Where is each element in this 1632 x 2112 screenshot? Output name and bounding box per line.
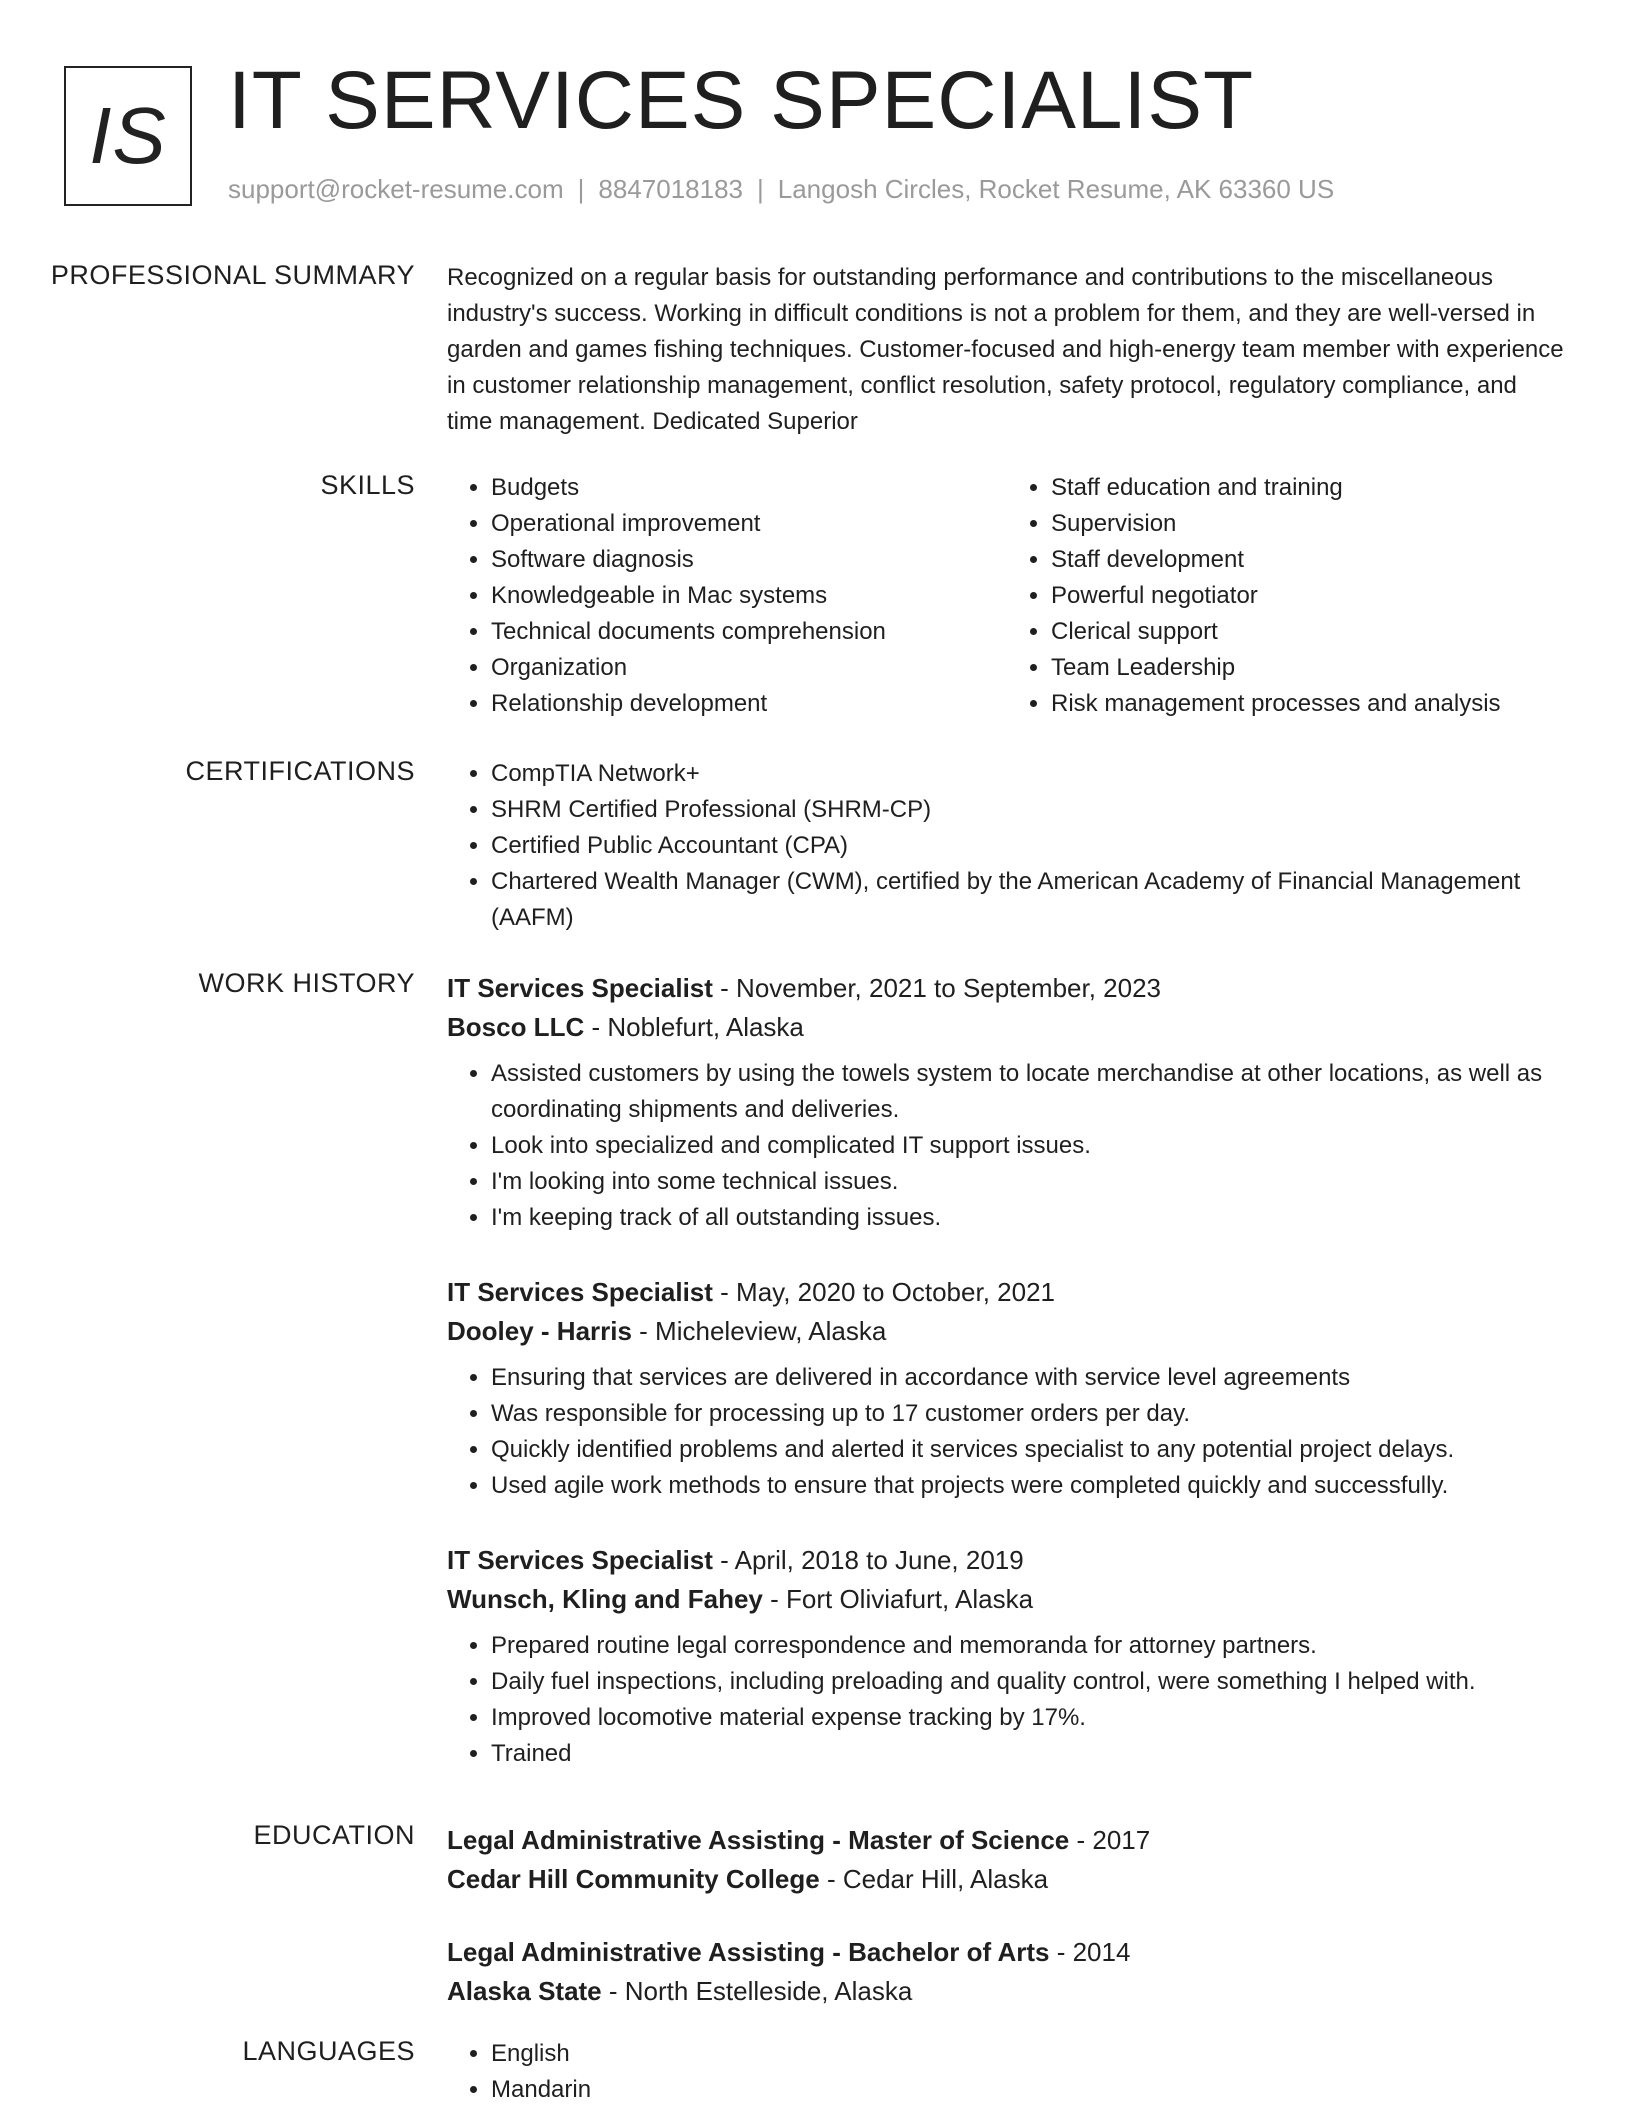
job-bullet: • Prepared routine legal correspondence and memoranda for attorney partners. — [491, 1628, 1567, 1664]
certification-item: • Chartered Wealth Manager (CWM), certified by the American Academy of Financial Management (AAFM) — [491, 864, 1567, 936]
contact-separator: | — [757, 174, 764, 204]
job-bullet: • Ensuring that services are delivered in accordance with service level agreements — [491, 1360, 1567, 1396]
job-company: Bosco LLC — [447, 1012, 585, 1042]
job-bullet: • I'm keeping track of all outstanding issues. — [491, 1200, 1567, 1236]
education-heading — [447, 1932, 1567, 1972]
skill-item: • Clerical support — [1051, 614, 1567, 650]
skill-item: • Powerful negotiator — [1051, 578, 1567, 614]
monogram-box — [64, 66, 192, 206]
job-entry — [447, 1540, 1567, 1772]
job-title: IT Services Specialist — [447, 973, 713, 1003]
work-history-content — [447, 968, 1567, 1808]
education-school: Alaska State — [447, 1976, 602, 2006]
job-company-line — [447, 1008, 1567, 1046]
contact-email: support@rocket-resume.com — [228, 174, 564, 204]
monogram-initials: IS — [89, 91, 167, 180]
certification-item: • Certified Public Accountant (CPA) — [491, 828, 1567, 864]
languages-list — [447, 2036, 1567, 2108]
job-entry — [447, 1272, 1567, 1504]
certifications-list — [447, 756, 1567, 936]
job-entry — [447, 968, 1567, 1236]
job-location: - Micheleview, Alaska — [631, 1316, 887, 1346]
education-year: - 2014 — [1049, 1937, 1131, 1967]
job-bullet: • Look into specialized and complicated IT support issues. — [491, 1128, 1567, 1164]
languages-content — [447, 2036, 1567, 2108]
job-bullet: • Was responsible for processing up to 17 customer orders per day. — [491, 1396, 1567, 1432]
job-bullets — [447, 1056, 1567, 1236]
skill-item: • Staff development — [1051, 542, 1567, 578]
section-label-skills: SKILLS — [320, 470, 415, 500]
job-company: Dooley - Harris — [447, 1316, 632, 1346]
certifications-content — [447, 756, 1567, 936]
resume-title: IT SERVICES SPECIALIST — [228, 55, 1255, 146]
job-dates: - November, 2021 to September, 2023 — [712, 973, 1161, 1003]
job-bullet: • Assisted customers by using the towels system to locate merchandise at other locations, as well as coordinating shipments and deliveries. — [491, 1056, 1567, 1128]
job-bullet: • Improved locomotive material expense tracking by 17%. — [491, 1700, 1567, 1736]
education-school-line — [447, 1860, 1567, 1898]
job-heading — [447, 1540, 1567, 1580]
skill-item: • Knowledgeable in Mac systems — [491, 578, 1007, 614]
job-bullet: • Daily fuel inspections, including preloading and quality control, were something I helped with. — [491, 1664, 1567, 1700]
section-label-summary: PROFESSIONAL SUMMARY — [50, 260, 415, 290]
contact-line — [228, 174, 1334, 205]
education-year: - 2017 — [1069, 1825, 1151, 1855]
education-location: - North Estelleside, Alaska — [601, 1976, 913, 2006]
contact-address: Langosh Circles, Rocket Resume, AK 63360 US — [777, 174, 1335, 204]
contact-phone: 8847018183 — [598, 174, 743, 204]
skill-item: • Relationship development — [491, 686, 1007, 722]
certification-item: • CompTIA Network+ — [491, 756, 1567, 792]
summary-text: Recognized on a regular basis for outstanding performance and contributions to the miscellaneous industry's success. Working in difficult conditions is not a problem for them, and they are well-versed in garden and games fishing techniques. Customer-focused and high-energy team member with experience in customer relationship management, conflict resolution, safety protocol, regulatory compliance, and time management. Dedicated Superior — [447, 264, 1564, 435]
job-bullets — [447, 1360, 1567, 1504]
education-degree: Legal Administrative Assisting - Bachelor of Arts — [447, 1937, 1050, 1967]
skills-list-right — [1007, 470, 1567, 722]
summary-content — [447, 260, 1567, 440]
language-item: • Mandarin — [491, 2072, 1567, 2108]
job-bullet: • Trained — [491, 1736, 1567, 1772]
job-location: - Noblefurt, Alaska — [584, 1012, 804, 1042]
skills-columns — [447, 470, 1567, 722]
job-title: IT Services Specialist — [447, 1545, 713, 1575]
section-label-languages: LANGUAGES — [242, 2036, 415, 2066]
skill-item: • Operational improvement — [491, 506, 1007, 542]
skill-item: • Organization — [491, 650, 1007, 686]
job-location: - Fort Oliviafurt, Alaska — [762, 1584, 1034, 1614]
job-bullets — [447, 1628, 1567, 1772]
skill-item: • Supervision — [1051, 506, 1567, 542]
education-entry — [447, 1820, 1567, 1898]
job-heading — [447, 1272, 1567, 1312]
job-title: IT Services Specialist — [447, 1277, 713, 1307]
skill-item: • Technical documents comprehension — [491, 614, 1007, 650]
education-location: - Cedar Hill, Alaska — [819, 1864, 1049, 1894]
education-school-line — [447, 1972, 1567, 2010]
skills-list-left — [447, 470, 1007, 722]
contact-separator: | — [577, 174, 585, 204]
job-company: Wunsch, Kling and Fahey — [447, 1584, 763, 1614]
skill-item: • Staff education and training — [1051, 470, 1567, 506]
job-dates: - April, 2018 to June, 2019 — [712, 1545, 1024, 1575]
job-bullet: • Quickly identified problems and alerted it services specialist to any potential project delays. — [491, 1432, 1567, 1468]
education-school: Cedar Hill Community College — [447, 1864, 820, 1894]
section-label-education: EDUCATION — [253, 1820, 415, 1850]
skill-item: • Software diagnosis — [491, 542, 1007, 578]
section-label-certifications: CERTIFICATIONS — [185, 756, 415, 786]
job-company-line — [447, 1580, 1567, 1618]
education-degree: Legal Administrative Assisting - Master of Science — [447, 1825, 1070, 1855]
job-bullet: • I'm looking into some technical issues. — [491, 1164, 1567, 1200]
language-item: • English — [491, 2036, 1567, 2072]
skill-item: • Budgets — [491, 470, 1007, 506]
skill-item: • Risk management processes and analysis — [1051, 686, 1567, 722]
certification-item: • SHRM Certified Professional (SHRM-CP) — [491, 792, 1567, 828]
job-dates: - May, 2020 to October, 2021 — [712, 1277, 1055, 1307]
job-bullet: • Used agile work methods to ensure that projects were completed quickly and successfully. — [491, 1468, 1567, 1504]
skill-item: • Team Leadership — [1051, 650, 1567, 686]
education-content — [447, 1820, 1567, 2044]
job-heading — [447, 968, 1567, 1008]
education-heading — [447, 1820, 1567, 1860]
job-company-line — [447, 1312, 1567, 1350]
education-entry — [447, 1932, 1567, 2010]
section-label-work-history: WORK HISTORY — [198, 968, 415, 998]
